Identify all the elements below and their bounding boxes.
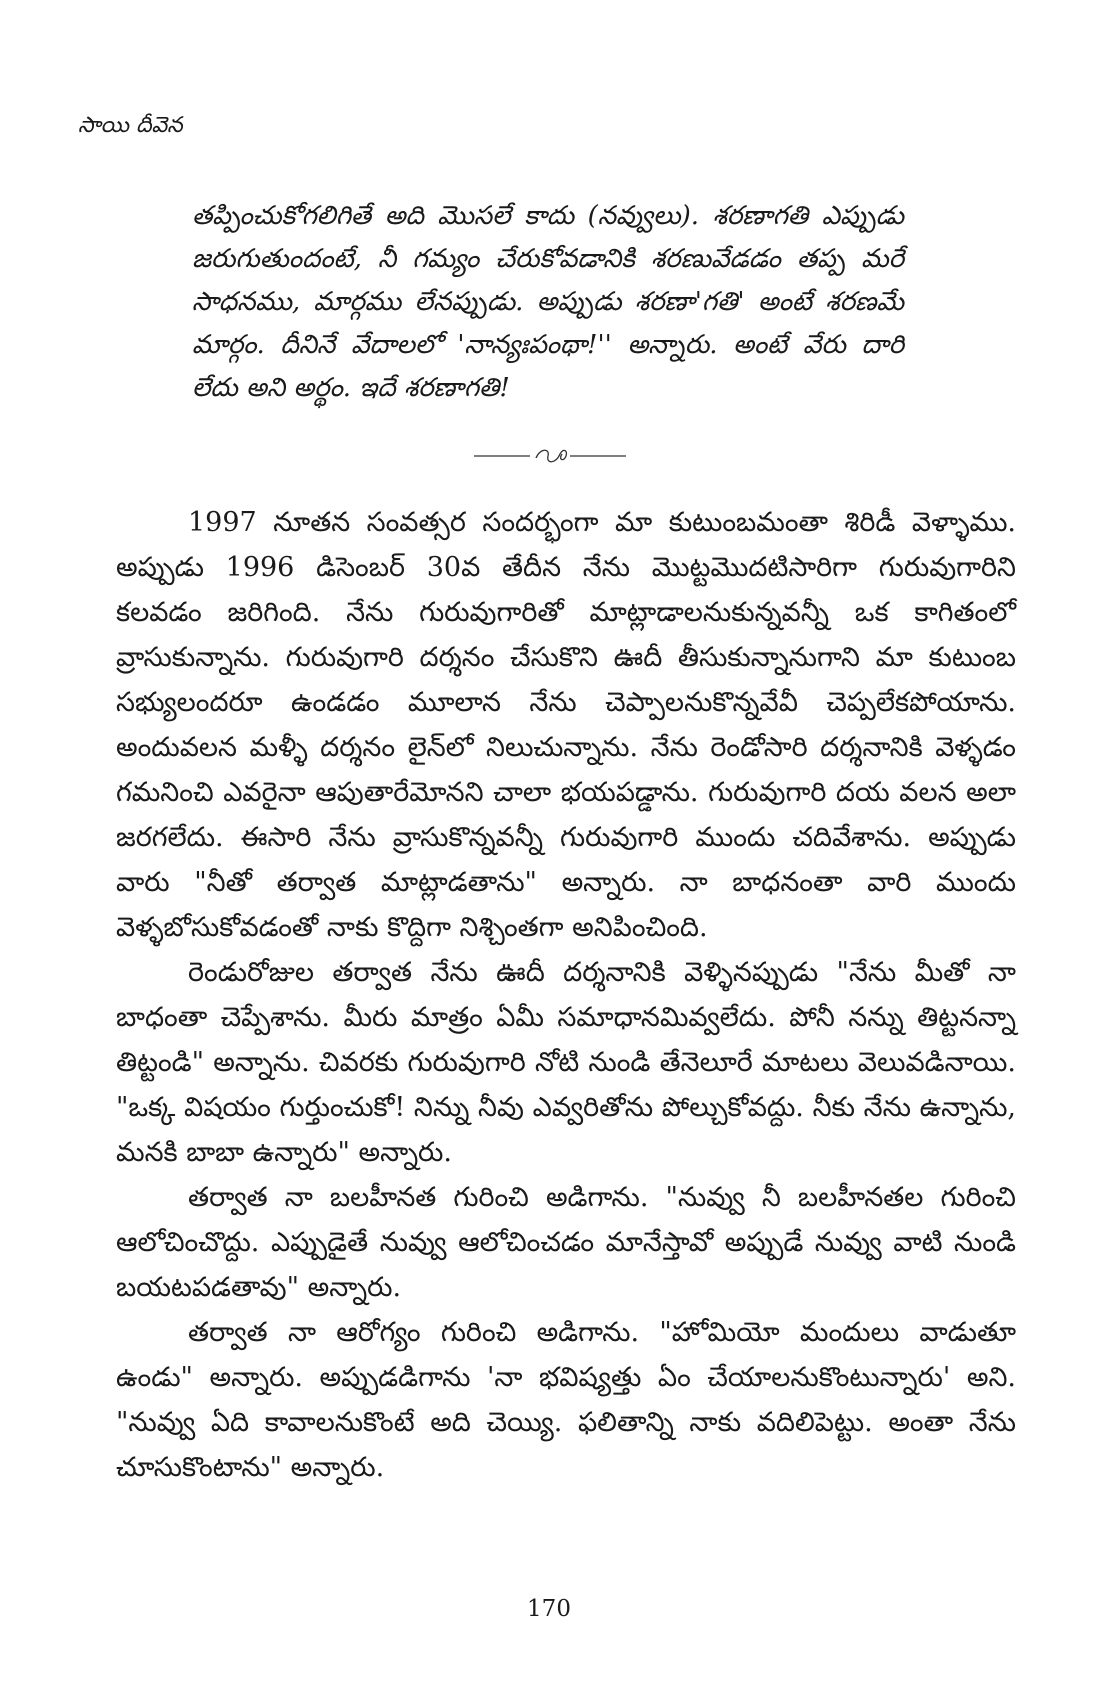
page-number: 170: [527, 1596, 571, 1622]
section-divider-ornament: [470, 440, 630, 470]
body-paragraph-2: రెండురోజుల తర్వాత నేను ఊదీ దర్శనానికి వెళ్ళినప్పుడు "నేను మీతో నా బాధంతా చెప్పేశాను. మీరు మాత్రం ఏమీ సమాధానమివ్వలేదు. పోనీ నన్ను తిట్టనన్నా తిట్టండి" అన్నాను. చివరకు గురువుగారి నోటి నుండి తేనెలూరే మాటలు వెలువడినాయి. "ఒక్క విషయం గుర్తుంచుకో! నిన్ను నీవు ఎవ్వరితోను పోల్చుకోవద్దు. నీకు నేను ఉన్నాను, మనకి బాబా ఉన్నారు" అన్నారు.: [116, 957, 1016, 1168]
quoted-passage: [192, 195, 904, 410]
body-paragraph-4: తర్వాత నా ఆరోగ్యం గురించి అడిగాను. "హోమియో మందులు వాడుతూ ఉండు" అన్నారు. అప్పుడడిగాను 'నా భవిష్యత్తు ఏం చేయాలనుకొంటున్నారు' అని. "నువ్వు ఏది కావాలనుకొంటే అది చెయ్యి. ఫలితాన్ని నాకు వదిలిపెట్టు. అంతా నేను చూసుకొంటాను" అన్నారు.: [116, 1317, 1016, 1483]
body-paragraph-3: తర్వాత నా బలహీనత గురించి అడిగాను. "నువ్వు నీ బలహీనతల గురించి ఆలోచించొద్దు. ఎప్పుడైతే నువ్వు ఆలోచించడం మానేస్తావో అప్పుడే నువ్వు వాటి నుండి బయటపడతావు" అన్నారు.: [116, 1182, 1016, 1303]
body-text: [116, 500, 1016, 1490]
quote-paragraph: తప్పించుకోగలిగితే అది మొసలే కాదు (నవ్వులు). శరణాగతి ఎప్పుడు జరుగుతుందంటే, నీ గమ్యం చేరుకోవడానికి శరణువేడడం తప్ప మరే సాధనము, మార్గము లేనప్పుడు. అప్పుడు శరణా'గతి' అంటే శరణమే మార్గం. దీనినే వేదాలలో 'నాన్యఃపంథా!'' అన్నారు. అంటే వేరు దారి లేదు అని అర్థం. ఇదే శరణాగతి!: [192, 201, 904, 403]
running-header: సాయి దీవెన: [78, 113, 183, 138]
body-paragraph-1: 1997 నూతన సంవత్సర సందర్భంగా మా కుటుంబమంతా శిరిడీ వెళ్ళాము. అప్పుడు 1996 డిసెంబర్ 30వ తేదీన నేను మొట్టమొదటిసారిగా గురువుగారిని కలవడం జరిగింది. నేను గురువుగారితో మాట్లాడాలనుకున్నవన్నీ ఒక కాగితంలో వ్రాసుకున్నాను. గురువుగారి దర్శనం చేసుకొని ఊదీ తీసుకున్నానుగాని మా కుటుంబ సభ్యులందరూ ఉండడం మూలాన నేను చెప్పాలనుకొన్నవేవీ చెప్పలేకపోయాను. అందువలన మళ్ళీ దర్శనం లైన్‌లో నిలుచున్నాను. నేను రెండోసారి దర్శనానికి వెళ్ళడం గమనించి ఎవరైనా ఆపుతారేమోనని చాలా భయపడ్డాను. గురువుగారి దయ వలన అలా జరగలేదు. ఈసారి నేను వ్రాసుకొన్నవన్నీ గురువుగారి ముందు చదివేశాను. అప్పుడు వారు "నీతో తర్వాత మాట్లాడతాను" అన్నారు. నా బాధనంతా వారి ముందు వెళ్ళబోసుకోవడంతో నాకు కొద్దిగా నిశ్చింతగా అనిపించింది.: [116, 507, 1016, 943]
